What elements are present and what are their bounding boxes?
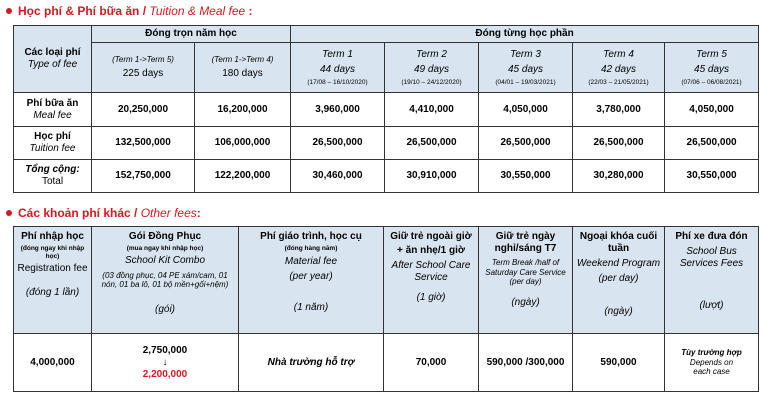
fee-cell: 16,200,000 bbox=[195, 93, 291, 127]
saturday-care-header bbox=[479, 227, 573, 334]
row-label-vn: Học phí bbox=[34, 131, 71, 142]
term-5-header bbox=[665, 43, 759, 93]
section-title-vn: Học phí & Phí bữa ăn bbox=[18, 4, 140, 18]
fee-cell: 30,550,000 bbox=[665, 160, 759, 193]
bus-value-en: Depends on each case bbox=[689, 357, 734, 377]
col-detail: (03 đồng phục, 04 PE xám/cam, 01 nón, 01 ba lô, 01 bộ mền+gối+nệm) bbox=[101, 270, 229, 290]
weekend-program-value: 590,000 bbox=[573, 334, 665, 392]
col-note: (mua ngay khi nhập học) bbox=[126, 245, 204, 252]
col-title-en2: (per year) bbox=[289, 270, 333, 282]
term-dates: (07/06 – 06/08/2021) bbox=[681, 78, 742, 86]
term-1-header bbox=[291, 43, 385, 93]
row-label-vn: Tổng cộng: bbox=[25, 164, 80, 175]
col-unit: (1 giờ) bbox=[416, 292, 446, 303]
term-dates: (22/03 – 21/05/2021) bbox=[588, 78, 649, 86]
section-title-sep: / bbox=[139, 4, 150, 18]
term-days: 49 days bbox=[414, 63, 450, 75]
term-name: Term 2 bbox=[416, 48, 447, 60]
bullet-icon bbox=[6, 8, 12, 14]
col-unit: (gói) bbox=[154, 303, 175, 315]
fee-cell: 26,500,000 bbox=[479, 127, 573, 160]
col-title-vn: Giữ trẻ ngoài giờ bbox=[390, 231, 472, 242]
col-title-en: After School Care Service bbox=[391, 260, 471, 283]
fee-cell: 30,460,000 bbox=[291, 160, 385, 193]
col-title-en: Material fee bbox=[284, 255, 338, 267]
registration-value: 4,000,000 bbox=[14, 334, 92, 392]
col-title-en: Weekend Program bbox=[576, 258, 661, 269]
col-title-en: School Kit Combo bbox=[124, 254, 206, 266]
section-title-sep: / bbox=[130, 206, 141, 220]
col-unit: (1 năm) bbox=[293, 301, 329, 313]
col-unit: (lượt) bbox=[699, 300, 724, 311]
col-title-en2: (per day) bbox=[598, 273, 639, 284]
col-unit: (ngày) bbox=[511, 296, 540, 308]
term-name: Term 5 bbox=[696, 48, 727, 60]
saturday-care-value: 590,000 /300,000 bbox=[479, 334, 573, 392]
col-title-vn2: + ăn nhẹ/1 giờ bbox=[397, 245, 465, 256]
table-row-total bbox=[14, 160, 759, 193]
arrow-down-icon: ↓ bbox=[162, 356, 168, 368]
table-row-tuition bbox=[14, 127, 759, 160]
year-col-full bbox=[92, 43, 195, 93]
term-days: 42 days bbox=[601, 63, 637, 75]
other-fees-table bbox=[13, 226, 759, 392]
fee-cell: 26,500,000 bbox=[385, 127, 479, 160]
table-row-other-values bbox=[14, 334, 759, 392]
term-2-header bbox=[385, 43, 479, 93]
fee-cell: 152,750,000 bbox=[92, 160, 195, 193]
fee-cell: 20,250,000 bbox=[92, 93, 195, 127]
row-label bbox=[14, 93, 92, 127]
col-title-en: Term Break /half of Saturday Care Service (per day) bbox=[485, 258, 566, 287]
term-dates: (19/10 – 24/12/2020) bbox=[401, 78, 462, 86]
row-label-en: Meal fee bbox=[33, 109, 72, 121]
group-full-year-header: Đóng trọn năm học bbox=[92, 26, 291, 43]
term-days: 44 days bbox=[320, 63, 356, 75]
row-label bbox=[14, 127, 92, 160]
type-of-fee-vn: Các loại phí bbox=[24, 47, 81, 58]
fee-cell: 4,050,000 bbox=[665, 93, 759, 127]
year-col-4terms bbox=[195, 43, 291, 93]
row-label-en: Total bbox=[41, 176, 64, 187]
school-kit-header bbox=[92, 227, 239, 334]
table-row-meal bbox=[14, 93, 759, 127]
col-note: (đóng hàng năm) bbox=[284, 245, 338, 252]
col-title-en: Registration fee bbox=[17, 262, 88, 274]
after-school-value: 70,000 bbox=[384, 334, 479, 392]
after-school-header bbox=[384, 227, 479, 334]
school-bus-value bbox=[665, 334, 759, 392]
row-label-vn: Phí bữa ăn bbox=[26, 97, 79, 109]
term-3-header bbox=[479, 43, 573, 93]
col-unit: (đóng 1 lần) bbox=[25, 286, 80, 298]
section-title-en: Other fees bbox=[140, 206, 197, 220]
fee-cell: 3,960,000 bbox=[291, 93, 385, 127]
term-dates: (17/08 – 16/10/2020) bbox=[307, 78, 368, 86]
tuition-table bbox=[13, 25, 759, 193]
col-title-vn: Phí giáo trình, học cụ bbox=[260, 231, 362, 242]
col-title-vn: Giữ trẻ ngày nghỉ/sáng T7 bbox=[494, 231, 557, 254]
section-title-vn: Các khoản phí khác bbox=[18, 206, 131, 220]
section-title-other-fees bbox=[6, 206, 201, 220]
bullet-icon bbox=[6, 210, 12, 216]
section-title-colon: : bbox=[196, 206, 201, 220]
row-label-en: Tuition fee bbox=[29, 143, 76, 154]
material-fee-header bbox=[239, 227, 384, 334]
fee-cell: 30,910,000 bbox=[385, 160, 479, 193]
col-title-vn: Phí nhập học bbox=[21, 231, 84, 242]
school-bus-header bbox=[665, 227, 759, 334]
term-4-header bbox=[573, 43, 665, 93]
fee-cell: 30,550,000 bbox=[479, 160, 573, 193]
group-per-term-header: Đóng từng học phần bbox=[291, 26, 759, 43]
type-of-fee-en: Type of fee bbox=[27, 59, 78, 70]
col-title-vn: Phí xe đưa đón bbox=[675, 231, 748, 242]
term-name: Term 1 bbox=[322, 48, 353, 60]
fee-cell: 26,500,000 bbox=[573, 127, 665, 160]
fee-cell: 4,410,000 bbox=[385, 93, 479, 127]
type-of-fee-header bbox=[14, 26, 92, 93]
section-title-en: Tuition & Meal fee bbox=[149, 4, 246, 18]
year-col-days: 225 days bbox=[122, 68, 164, 80]
term-name: Term 4 bbox=[603, 48, 634, 60]
section-title-tuition bbox=[6, 4, 253, 18]
bus-value-vn: Tùy trường hợp bbox=[681, 348, 742, 358]
year-col-range: (Term 1->Term 5) bbox=[112, 54, 174, 64]
term-days: 45 days bbox=[694, 63, 730, 75]
term-dates: (04/01 – 19/03/2021) bbox=[495, 78, 556, 86]
registration-header bbox=[14, 227, 92, 334]
col-title-vn: Gói Đồng Phục bbox=[128, 231, 202, 242]
year-col-days: 180 days bbox=[222, 68, 263, 80]
term-name: Term 3 bbox=[510, 48, 541, 60]
fee-cell: 106,000,000 bbox=[195, 127, 291, 160]
fee-cell: 3,780,000 bbox=[573, 93, 665, 127]
fee-cell: 132,500,000 bbox=[92, 127, 195, 160]
material-value: Nhà trường hỗ trợ bbox=[239, 334, 384, 392]
section-title-colon: : bbox=[245, 4, 253, 18]
term-days: 45 days bbox=[508, 63, 544, 75]
kit-old-price: 2,750,000 bbox=[142, 344, 188, 356]
col-title-en: School Bus Services Fees bbox=[679, 246, 744, 269]
col-note: (đóng ngay khi nhập học) bbox=[20, 245, 85, 260]
fee-cell: 122,200,000 bbox=[195, 160, 291, 193]
fee-cell: 26,500,000 bbox=[291, 127, 385, 160]
fee-cell: 4,050,000 bbox=[479, 93, 573, 127]
kit-new-price: 2,200,000 bbox=[142, 368, 188, 380]
col-title-vn: Ngoại khóa cuối tuần bbox=[579, 231, 658, 254]
school-kit-value bbox=[92, 334, 239, 392]
fee-cell: 26,500,000 bbox=[665, 127, 759, 160]
fee-cell: 30,280,000 bbox=[573, 160, 665, 193]
row-label bbox=[14, 160, 92, 193]
year-col-range: (Term 1->Term 4) bbox=[211, 54, 274, 64]
col-unit: (ngày) bbox=[604, 306, 633, 317]
weekend-program-header bbox=[573, 227, 665, 334]
